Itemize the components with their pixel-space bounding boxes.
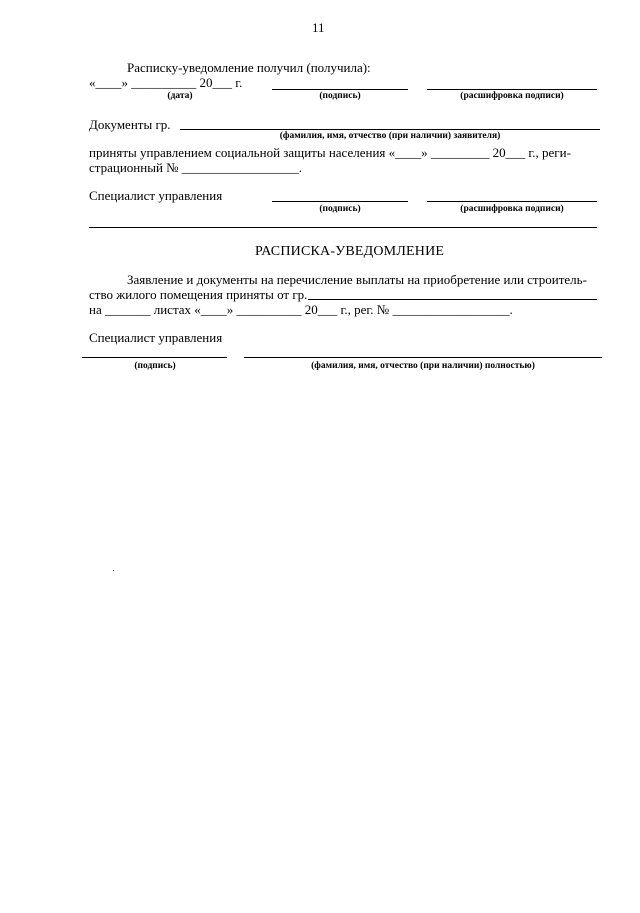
applicant-name-line	[308, 299, 597, 300]
signature-decoding-line	[427, 89, 597, 90]
specialist-signature-line	[272, 201, 408, 202]
specialist-decoding-line	[427, 201, 597, 202]
caption-bottom-fio: (фамилия, имя, отчество (при наличии) полностью)	[311, 361, 535, 371]
specialist-label-bottom: Специалист управления	[89, 330, 223, 345]
scan-speck	[113, 570, 114, 571]
caption-signature-decoding: (расшифровка подписи)	[460, 91, 564, 101]
documents-accepted-line: приняты управлением социальной защиты населения «____» _________ 20___ г., реги-	[89, 145, 571, 160]
bottom-signature-line	[82, 357, 227, 358]
cut-line	[89, 227, 597, 228]
receipt-notice-line-1: Заявление и документы на перечисление выплаты на приобретение или строитель-	[127, 272, 587, 287]
receipt-notice-title: РАСПИСКА-УВЕДОМЛЕНИЕ	[255, 244, 445, 259]
applicant-fio-line	[180, 129, 600, 130]
documents-label: Документы гр.	[89, 117, 171, 132]
caption-bottom-signature: (подпись)	[134, 361, 176, 371]
caption-specialist-signature: (подпись)	[319, 204, 361, 214]
bottom-fio-line	[244, 357, 602, 358]
caption-signature: (подпись)	[319, 91, 361, 101]
signature-line	[272, 89, 408, 90]
caption-applicant-fio: (фамилия, имя, отчество (при наличии) заявителя)	[279, 131, 501, 141]
specialist-label-top: Специалист управления	[89, 188, 223, 203]
receipt-received-label: Расписку-уведомление получил (получила):	[127, 60, 371, 75]
caption-specialist-decoding: (расшифровка подписи)	[460, 204, 564, 214]
receipt-notice-line-2: ство жилого помещения приняты от гр.	[89, 287, 308, 302]
receipt-notice-line-3: на _______ листах «____» __________ 20___ г., рег. № __________________.	[89, 302, 513, 317]
receipt-date-line: «____» __________ 20___ г.	[89, 75, 243, 90]
caption-date: (дата)	[167, 91, 193, 101]
documents-registration-line: страционный № __________________.	[89, 160, 303, 175]
page-number: 11	[312, 20, 325, 35]
